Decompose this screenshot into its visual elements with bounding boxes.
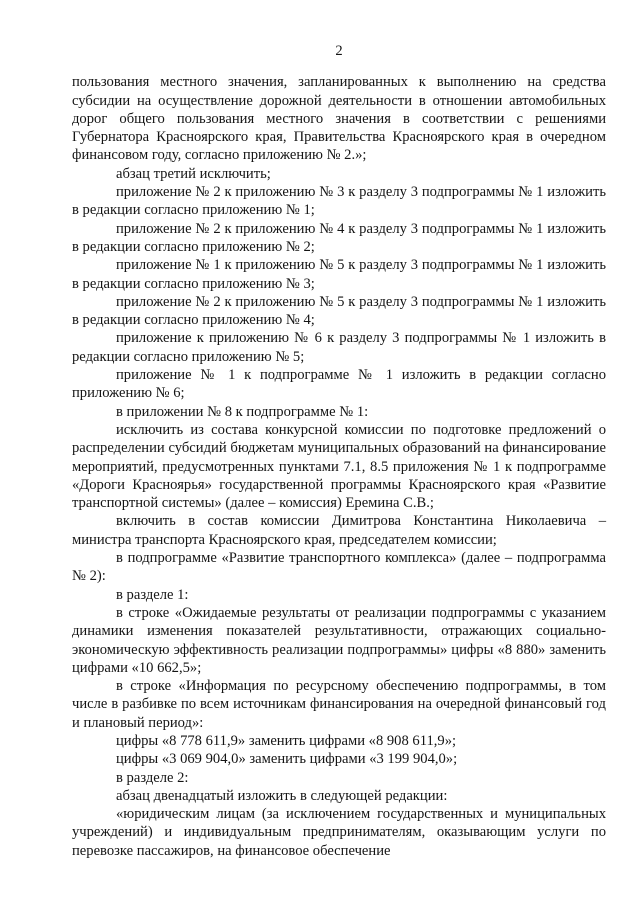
body-paragraph: исключить из состава конкурсной комиссии по подготовке предложений о распределении субсидий бюджетам муниципальных образований на финансирование мероприятий, предусмотренных пунктами 7.1, 8.5 приложения № 1 к подпрограмме «Дороги Красноярья» государственной программы Красноярского края «Развитие транспортной системы» (далее – комиссия) Еремина С.В.; [72, 421, 606, 512]
body-paragraph: приложение № 1 к подпрограмме № 1 изложить в редакции согласно приложению № 6; [72, 367, 606, 402]
body-paragraph: приложение № 1 к приложению № 5 к разделу 3 подпрограммы № 1 изложить в редакции согласно приложению № 3; [72, 257, 606, 292]
body-paragraph: приложение № 2 к приложению № 5 к разделу 3 подпрограммы № 1 изложить в редакции согласно приложению № 4; [72, 293, 606, 329]
body-paragraph: в разделе 2: [116, 769, 189, 786]
body-paragraph: абзац третий исключить; [116, 165, 271, 182]
body-paragraph: абзац двенадцатый изложить в следующей редакции: [116, 787, 448, 804]
body-paragraph: «юридическим лицам (за исключением государственных и муниципальных учреждений) и индивидуальным предпринимателям, оказывающим услуги по перевозке пассажиров, на финансовое обеспечение [72, 806, 606, 859]
body-paragraph: приложение к приложению № 6 к разделу 3 подпрограммы № 1 изложить в редакции согласно приложению № 5; [72, 330, 606, 365]
body-paragraph: пользования местного значения, запланированных к выполнению на средства субсидии на осуществление дорожной деятельности в отношении автомобильных дорог общего пользования местного значения в соответствии с решениями Губернатора Красноярского края, Правительства Красноярского края в очередном финансовом году, согласно приложению № 2.»; [72, 74, 606, 164]
document-body [72, 73, 606, 860]
body-paragraph: в строке «Ожидаемые результаты от реализации подпрограммы с указанием динамики изменения показателей результативности, отражающих социально-экономическую эффективность реализации подпрограммы» цифры «8 880» заменить цифрами «10 662,5»; [72, 604, 606, 676]
body-paragraph: в строке «Информация по ресурсному обеспечению подпрограммы, в том числе в разбивке по всем источникам финансирования на очередной финансовый год и плановый период»: [72, 678, 606, 731]
body-paragraph: приложение № 2 к приложению № 4 к разделу 3 подпрограммы № 1 изложить в редакции согласно приложению № 2; [72, 220, 606, 255]
body-paragraph: в приложении № 8 к подпрограмме № 1: [116, 403, 369, 420]
body-paragraph: включить в состав комиссии Димитрова Константина Николаевича – министра транспорта Красноярского края, председателем комиссии; [72, 513, 606, 548]
body-paragraph: в подпрограмме «Развитие транспортного комплекса» (далее – подпрограмма № 2): [72, 550, 606, 585]
body-paragraph: приложение № 2 к приложению № 3 к разделу 3 подпрограммы № 1 изложить в редакции согласно приложению № 1; [72, 184, 606, 219]
body-paragraph: цифры «3 069 904,0» заменить цифрами «3 199 904,0»; [116, 751, 458, 768]
body-paragraph: цифры «8 778 611,9» заменить цифрами «8 908 611,9»; [116, 732, 457, 749]
page-number: 2 [335, 43, 343, 59]
body-paragraph: в разделе 1: [116, 586, 189, 603]
